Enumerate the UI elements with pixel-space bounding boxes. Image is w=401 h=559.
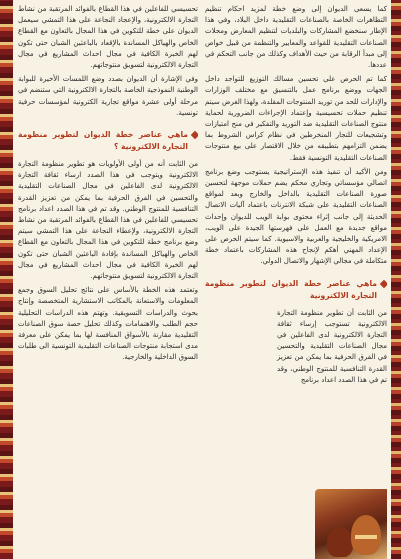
decorative-border-left [0,0,13,559]
decorative-border-right [391,0,401,559]
section-heading [18,129,198,153]
paragraph: من الثابت أنه من أولى الأولويات هو تطوير منظومة التجارة الالكترونية ويتوجب في هذا الصدد ارساء ثقافة التجارة الالكترونية لدى الفاعلين في مجال الصناعات التقليدية والتحسين في الفرق الحرفية بما يمكن من تعزيز القدرة التنافسية للمنتوج الوطني. وقد تم في هذا الصدد اعداد برنامج تحسيسي للفاعلين في هذا القطاع بالفوائد المرتقبة من نشاط التجارة الالكترونية، ولإعطاء النجاعة على هذا التمشي سيتم وضع برنامج خطة للتكوين في هذا المجال بالتعاون مع القطاع الخاص والهياكل المساندة بإفادة الباعثين الشبان حتى تكون لهم الخبرة الكافية في مجال احداث المشاريع في مجال التجارة الالكترونية لتسويق منتوجاتهم. [18,160,198,281]
left-column [18,4,198,553]
paragraph: كما يسعى الديوان إلى وضع خطة لمزيد احكام تنظيم التظاهرات الخاصة بالصناعات التقليدية داخل البلاد، وفي هذا الإطار سنخضع المشاركات والبلديات لتنظيم المعارض ومحلات الصناعات التقليدية للقواعد والمعايير والتنظمة من قبيل خواص إلى مبدأ الرقابة من حيث الأهداف وكذلك من جانب التحكم في عددها. [205,5,387,70]
diamond-bullet-icon [191,131,198,139]
pottery-decoration [355,535,377,539]
paragraph: كما تم الحرص على تحسين مسالك التوزيع للتواجد داخل الجهات ووضع برنامج عمل بالتنسيق مع مختلف الوزارات والإدارات للحد من توريد المنتوجات المقلدة، ولهذا الغرض سيتم تنظيم حملات تحسيسية وإعتماد الإجراءات الضرورية لحماية منتوج الصناعات التقليدية ضد التوريد والتفكير في منح امتيازات وتشجيعات للتجار المنخرطين في نظام كراس الشروط بما يضمن التزامهم بتطبيقه من خلال الاقتصار على بيع منتوجات الصناعات التقليدية التونسية فقط. [205,75,387,162]
right-column [205,4,387,553]
section-heading-text: ماهي عناصر خطة الديوان لتطوير منظومة التجارة الالكترونية ؟ [18,130,188,152]
section-heading-text: ماهي عناصر خطة الديوان لتطوير منظومة التجارة الالكترونية [205,278,377,300]
pottery-photo [315,489,387,559]
paragraph: وتعتمد هذه الخطة بالأساس على نتائج تحليل السوق وجمع المعلومات والاستعانة بالمكاتب الاستشارية المتخصصة وإنتاج بحوث والدراسات التسويقية. وتهتم هذه الدراسات التحليلية حجم الطلب والاهتمامات وكذلك تحليل حصة سوق الصناعات التقليدية مقارنة بالأسواق المنافسة لها بما يمكن على معرفة مدى استجابة منتوجات الصناعات التقليدية التونسية الى طلبات السوق الداخلية والخارجية. [18,286,198,362]
pottery-vase-image [327,527,353,557]
paragraph: تحسيسي للفاعلين في هذا القطاع بالفوائد المرتقبة من نشاط التجارة الالكترونية، والإعجاد النجاعة على هذا التمشي سيعمل الديوان على خطة للتكوين في هذا المجال بالتعاون مع القطاع الخاص والهياكل المساندة بالإقعاد بالباعثين الشبان حتى تكون لهم الخبرة الكافية في مجال احداث المشاريع في مجال التجارة الالكترونية لتسويق منتوجاتهم. [18,5,198,70]
paragraph: من الثابت أن تطوير منظومة التجارة الالكترونية تستوجب إرساء ثقافة التجارة الالكترونية لدى الفاعلين في مجال الصناعات التقليدية والتحسين في الفرق الحرفية بما يمكن من تعزيز القدرة التنافسية للمنتوج الوطني، وقد تم في هذا الصدد اعداد برنامج [277,308,387,384]
paragraph: ومن الأكيد أن تنفيذ هذه الإستراتيجية يستوجب وضع برنامج اتصالي مؤسساتي وتجاري محكم يضم حملات موجهة لتحسين صورة الصناعات التقليدية بالداخل والخارج وبعد لمواقع الصناعات التقليدية على شبكة الانترنات باعتماد آليات الاتصال الحديثة إلى جانب إثراء محتوى بوابة الويب للديوان وإحداث مواقع جديدة مع العمل على فهرستها الجيدة على الويب، الامريكية والخليجية والعربية والاسيوية. كما سيتم الحرص على الإعداد المهني أهكم لإنجاح هذه المشاركات باعتماد خطة متكاملة في مجالي الإشهار والاتصال الدولي. [205,167,387,266]
diamond-bullet-icon [380,279,387,287]
paragraph: وفي الإشارة أن الديوان بصدد وضع اللمسات الأخيرة للبوابة الوطنية النموذجية الخاصة بالتجارة الالكترونية التي ستنضم في مرحلة أولى عشرة مواقع تجارية الكترونية لمؤسسات حرفية تونسية. [18,75,198,117]
section-heading [205,278,387,302]
